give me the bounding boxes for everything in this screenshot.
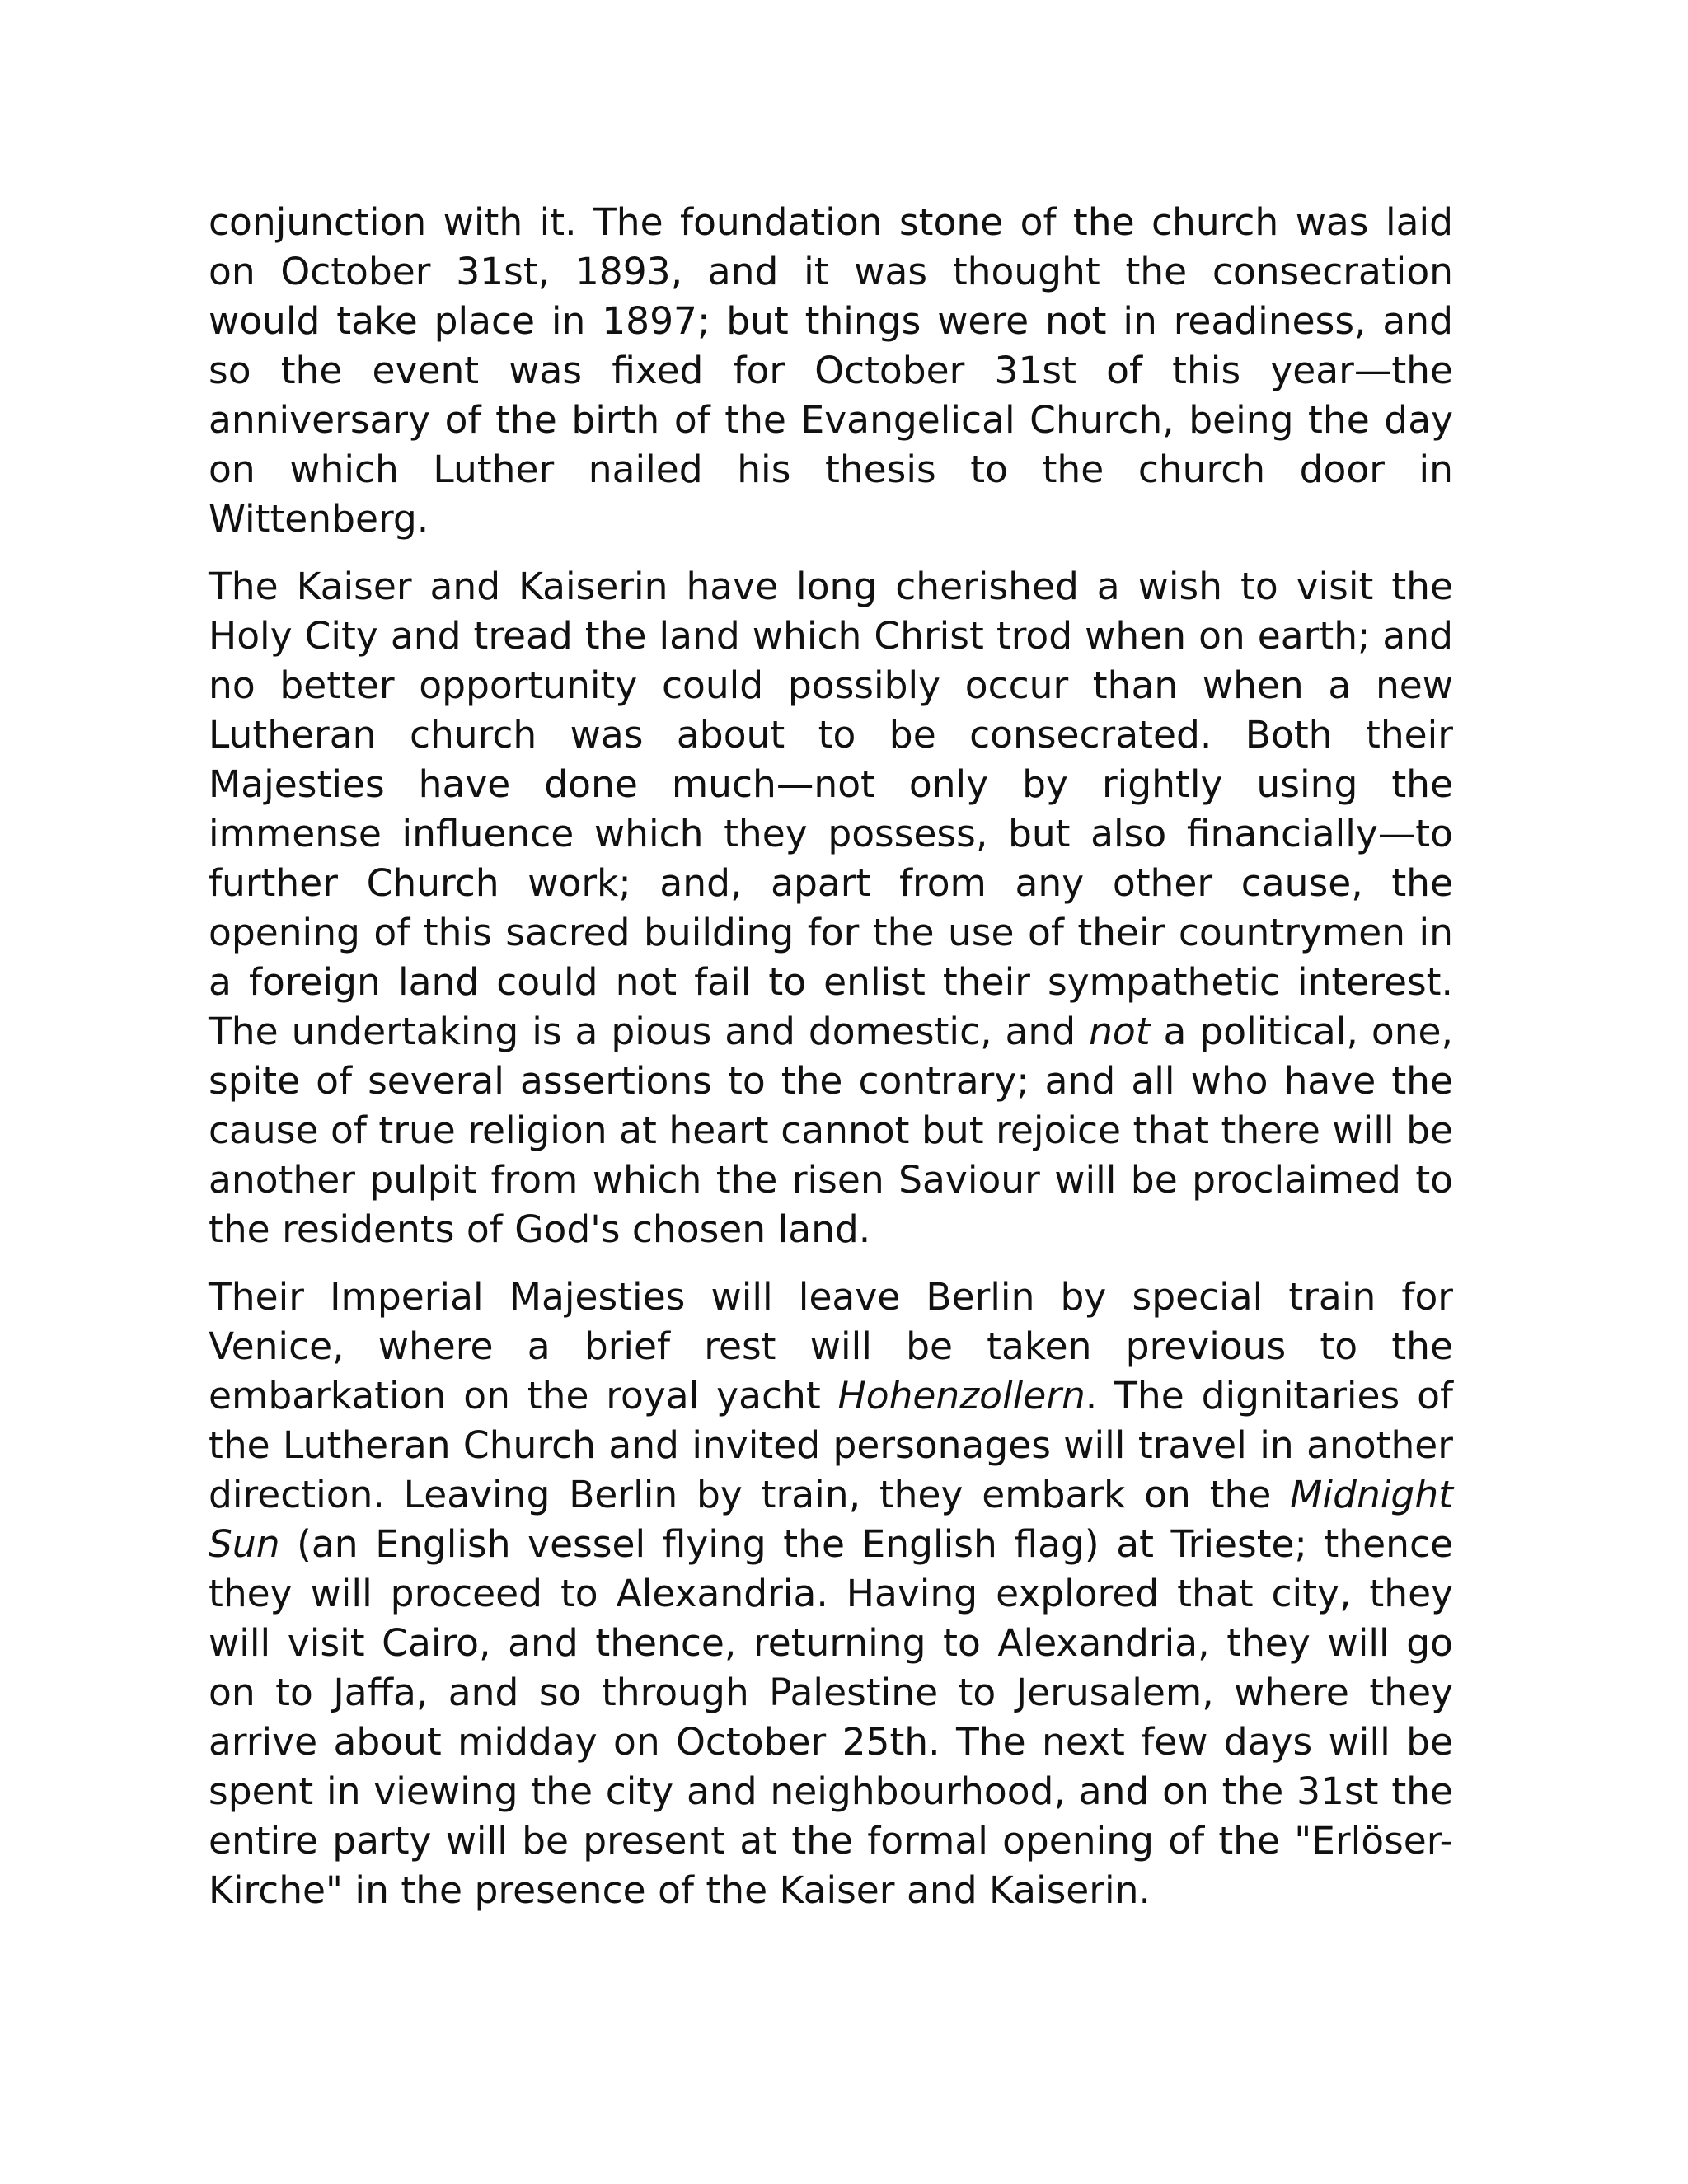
paragraph-3-text-c: (an English vessel flying the English flag) at Trieste; thence they will proceed to Alexandria. Having explored that city, they will visit Cairo, and thence, returning to Alexandria, they will go on to Jaffa, and so through Palestine to Jerusalem, where they arrive about midday on October 25th. The next few days will be spent in viewing the city and neighbourhood, and on the 31st the entire party will be present at the formal opening of the "Erlöser-Kirche" in the presence of the Kaiser and Kaiserin. bbox=[209, 1522, 1453, 1912]
paragraph-2 bbox=[209, 562, 1453, 1254]
paragraph-2-italic-not: not bbox=[1089, 1010, 1151, 1053]
paragraph-1-text: conjunction with it. The foundation stone of the church was laid on October 31st, 1893, and it was thought the consecration would take place in 1897; but things were not in readiness, and so the event was fixed for October 31st of this year—the anniversary of the birth of the Evangelical Church, being the day on which Luther nailed his thesis to the church door in Wittenberg. bbox=[209, 200, 1453, 541]
paragraph-2-text-b: a political, one, spite of several assertions to the contrary; and all who have the cause of true religion at heart cannot but rejoice that there will be another pulpit from which the risen Saviour will be proclaimed to the residents of God's chosen land. bbox=[209, 1010, 1453, 1251]
paragraph-3-italic-midnight-sun: Midnight Sun bbox=[209, 1473, 1453, 1566]
paragraph-3-text-a: Their Imperial Majesties will leave Berlin by special train for Venice, where a brief rest will be taken previous to the embarkation on the royal yacht bbox=[209, 1275, 1453, 1418]
paragraph-3-text-b: . The dignitaries of the Lutheran Church and invited personages will travel in another direction. Leaving Berlin by train, they embark on the bbox=[209, 1374, 1453, 1516]
body-text bbox=[209, 198, 1453, 1933]
paragraph-3 bbox=[209, 1272, 1453, 1915]
paragraph-3-italic-hohenzollern: Hohenzollern bbox=[837, 1374, 1085, 1418]
paragraph-1 bbox=[209, 198, 1453, 544]
paragraph-2-text-a: The Kaiser and Kaiserin have long cherished a wish to visit the Holy City and tread the land which Christ trod when on earth; and no better opportunity could possibly occur than when a new Lutheran church was about to be consecrated. Both their Majesties have done much—not only by rightly using the immense influence which they possess, but also financially—to further Church work; and, apart from any other cause, the opening of this sacred building for the use of their countrymen in a foreign land could not fail to enlist their sympathetic interest. The undertaking is a pious and domestic, and bbox=[209, 565, 1453, 1053]
